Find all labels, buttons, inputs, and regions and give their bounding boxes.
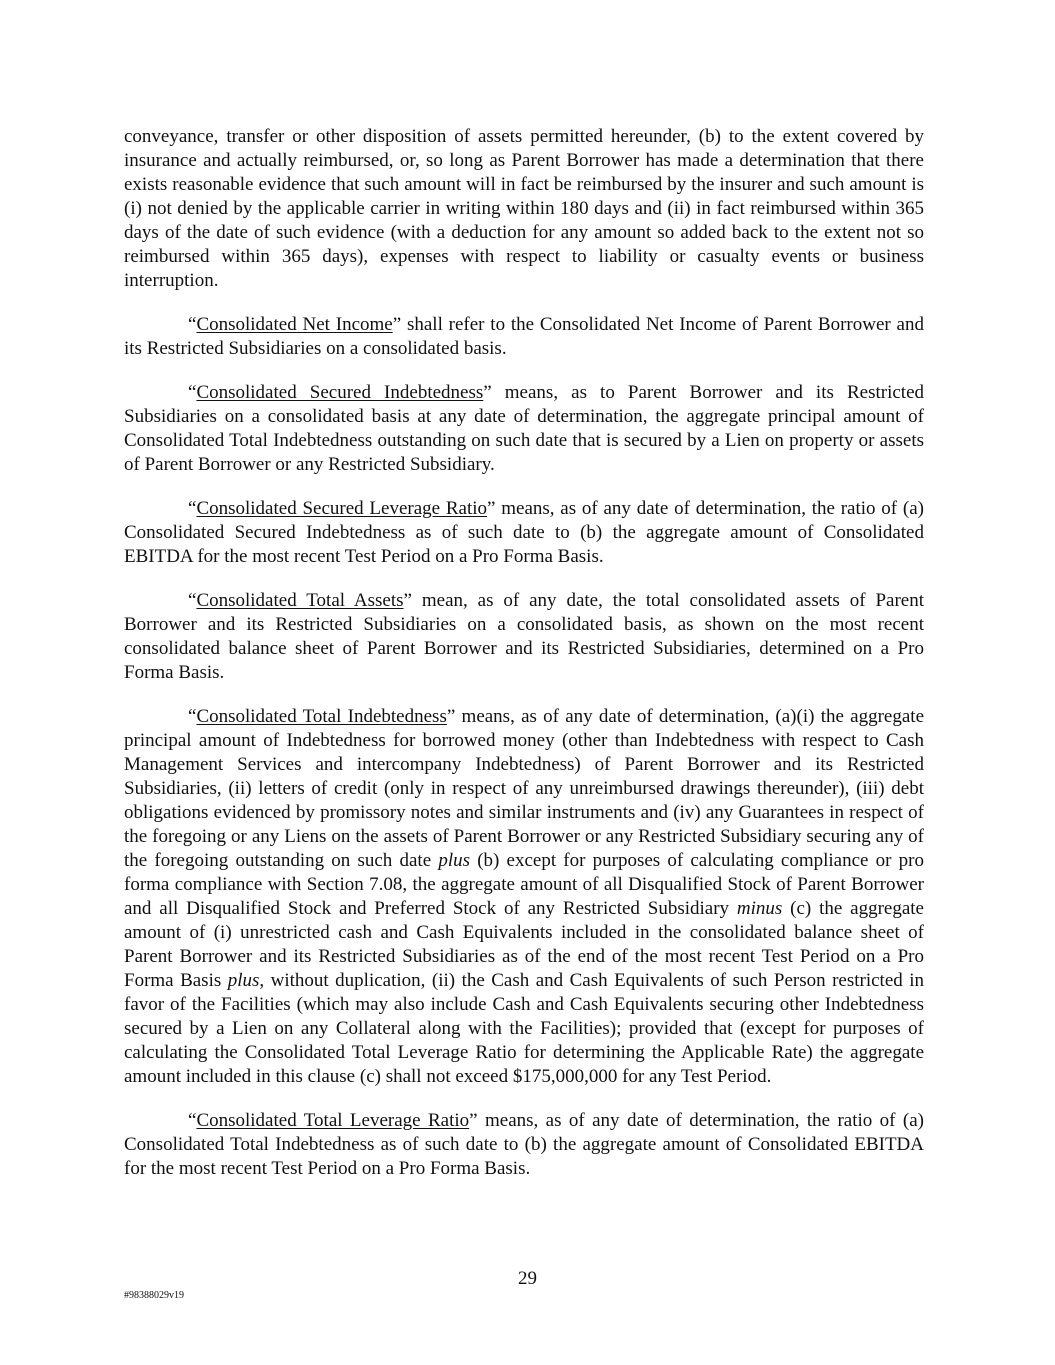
defined-term: Consolidated Net Income [196,314,393,335]
continuation-text: conveyance, transfer or other disposition of assets permitted hereunder, (b) to the extent covered by insurance and actually reimbursed, or, so long as Parent Borrower has made a determination that there exists reasonable evidence that such amount will in fact be reimbursed by the insurer and such amount is (i) not denied by the applicable carrier in writing within 180 days and (ii) in fact reimbursed within 365 days of the date of such evidence (with a deduction for any amount so added back to the extent not so reimbursed within 365 days), expenses with respect to liability or casualty events or business interruption. [124,126,924,291]
definition-text-part-3: (c) the aggregate amount of (i) unrestricted cash and Cash Equivalents included in the consolidated balance sheet of Parent Borrower and its Restricted Subsidiaries as of the end of the most recent Test Period on a Pro Forma Basis [124,898,924,991]
open-quote: “ [188,1110,197,1131]
defined-term: Consolidated Secured Indebtedness [196,382,484,403]
definition-consolidated-total-assets [124,589,924,685]
defined-term: Consolidated Total Leverage Ratio [196,1110,470,1131]
definition-text-part-1: means, as of any date of determination, (a)(i) the aggregate principal amount of Indebtedness for borrowed money (other than Indebtedness with respect to Cash Management Services and intercompany Indebtedness) of Parent Borrower and its Restricted Subsidiaries, (ii) letters of credit (only in respect of any unreimbursed drawings thereunder), (iii) debt obligations evidenced by promissory notes and similar instruments and (iv) any Guarantees in respect of the foregoing or any Liens on the assets of Parent Borrower or any Restricted Subsidiary securing any of the foregoing outstanding on such date [124,706,924,871]
defined-term: Consolidated Total Indebtedness [196,706,447,727]
open-quote: “ [188,590,197,611]
definition-text: mean, as of any date, the total consolidated assets of Parent Borrower and its Restricted Subsidiaries on a consolidated basis, as shown on the most recent consolidated balance sheet of Parent Borrower and its Restricted Subsidiaries, determined on a Pro Forma Basis. [124,590,924,683]
close-quote: ” [392,314,402,335]
open-quote: “ [188,314,197,335]
definition-consolidated-total-indebtedness [124,705,924,1089]
definition-consolidated-secured-indebtedness [124,381,924,477]
page-number: 29 [518,1268,537,1289]
close-quote: ” [483,382,492,403]
definition-text: shall refer to the Consolidated Net Income of Parent Borrower and its Restricted Subsidiaries on a consolidated basis. [124,314,924,359]
italic-minus: minus [736,898,783,919]
close-quote: ” [487,498,496,519]
document-body [124,125,924,1201]
definition-consolidated-secured-leverage-ratio [124,497,924,569]
definition-text-part-4: , without duplication, (ii) the Cash and Cash Equivalents of such Person restricted in favor of the Facilities (which may also include Cash and Cash Equivalents securing other Indebtedness secured by a Lien on any Collateral along with the Facilities); provided that (except for purposes of calculating the Consolidated Total Leverage Ratio for determining the Applicable Rate) the aggregate amount included in this clause (c) shall not exceed $175,000,000 for any Test Period. [124,970,925,1087]
defined-term: Consolidated Secured Leverage Ratio [196,498,488,519]
definition-text: means, as to Parent Borrower and its Restricted Subsidiaries on a consolidated basis at any date of determination, the aggregate principal amount of Consolidated Total Indebtedness outstanding on such date that is secured by a Lien on property or assets of Parent Borrower or any Restricted Subsidiary. [124,382,924,475]
document-id: #98388029v19 [124,1290,184,1301]
close-quote: ” [403,590,412,611]
open-quote: “ [188,706,197,727]
close-quote: ” [446,706,456,727]
definition-text-part-2: (b) except for purposes of calculating compliance or pro forma compliance with Section 7.08, the aggregate amount of all Disqualified Stock of Parent Borrower and all Disqualified Stock and Preferred Stock of any Restricted Subsidiary [124,850,924,919]
definition-text: means, as of any date of determination, the ratio of (a) Consolidated Total Indebtedness as of such date to (b) the aggregate amount of Consolidated EBITDA for the most recent Test Period on a Pro Forma Basis. [124,1110,924,1179]
defined-term: Consolidated Total Assets [196,590,404,611]
definition-consolidated-total-leverage-ratio [124,1109,924,1181]
italic-plus: plus [227,970,260,991]
open-quote: “ [188,382,197,403]
close-quote: ” [469,1110,478,1131]
continuation-paragraph [124,125,924,293]
open-quote: “ [188,498,197,519]
italic-plus: plus [438,850,471,871]
definition-consolidated-net-income [124,313,924,361]
definition-text: means, as of any date of determination, the ratio of (a) Consolidated Secured Indebtedness as of such date to (b) the aggregate amount of Consolidated EBITDA for the most recent Test Period on a Pro Forma Basis. [124,498,924,567]
